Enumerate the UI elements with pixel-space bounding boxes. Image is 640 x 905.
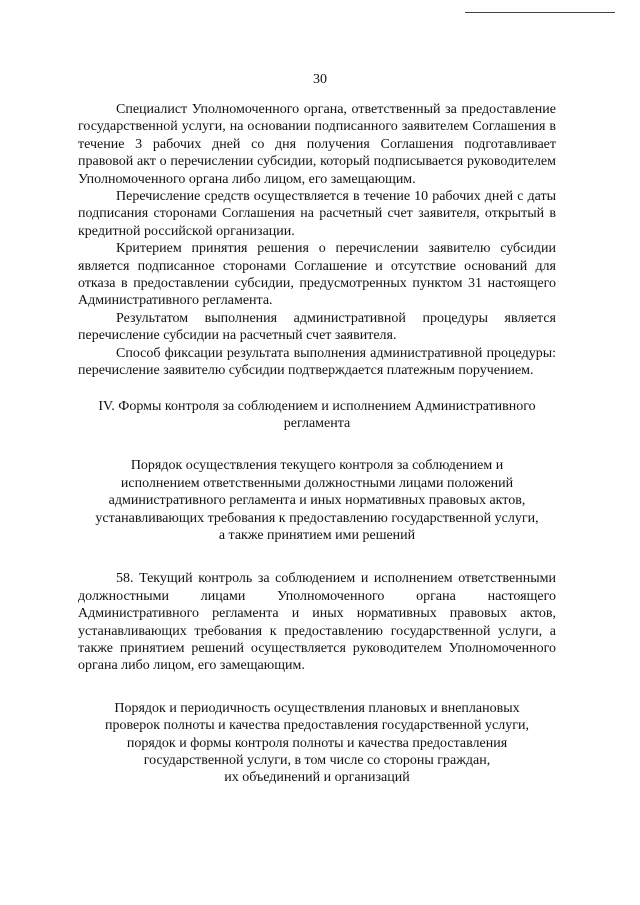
top-rule bbox=[465, 12, 615, 13]
subheading-inspections-line5: их объединений и организаций bbox=[224, 770, 410, 786]
paragraph-fixation: Способ фиксации результата выполнения административной процедуры: перечисление заявителю субсидии подтверждается платежным поручением. bbox=[78, 345, 556, 379]
paragraph-specialist: Специалист Уполномоченного органа, ответственный за предоставление государственной услуги, на основании подписанного заявителем Соглашения в течение 3 рабочих дней со дня получения Соглашения подготавливает правовой акт о перечислении субсидии, который подписывается руководителем Уполномоченного органа либо лицом, его замещающим. bbox=[78, 102, 556, 187]
paragraph-criterion: Критерием принятия решения о перечислении заявителю субсидии является подписанное сторонами Соглашение и отсутствие оснований для отказа в предоставлении субсидии, предусмотренных пунктом 31 настоящего Административного регламента. bbox=[78, 241, 556, 309]
document-body bbox=[78, 101, 556, 787]
subheading-current-control-line2: исполнением ответственными должностными лицами положений bbox=[120, 475, 514, 491]
subheading-current-control-line4: устанавливающих требования к предоставлению государственной услуги, bbox=[95, 510, 539, 526]
section-heading-line1: IV. Формы контроля за соблюдением и исполнением Административного bbox=[98, 398, 536, 414]
subheading-inspections-line2: проверок полноты и качества предоставления государственной услуги, bbox=[105, 718, 529, 734]
subheading-current-control-line3: административного регламента и иных нормативных правовых актов, bbox=[108, 493, 526, 509]
section-heading-line2: регламента bbox=[283, 415, 351, 431]
paragraph-result: Результатом выполнения административной процедуры является перечисление субсидии на расчетный счет заявителя. bbox=[78, 310, 556, 344]
subheading-inspections-line1: Порядок и периодичность осуществления плановых и внеплановых bbox=[114, 700, 520, 716]
subheading-inspections bbox=[78, 700, 556, 787]
subheading-inspections-line3: порядок и формы контроля полноты и качества предоставления bbox=[126, 735, 508, 751]
paragraph-58: 58. Текущий контроль за соблюдением и исполнением ответственными должностными лицами Уполномоченного органа настоящего Административного регламента и иных нормативных правовых актов, устанавливающих требования к предоставлению государственной услуги, а также принятием решений осуществляется руководителем Уполномоченного органа либо лицом, его замещающим. bbox=[78, 571, 556, 674]
page-number: 30 bbox=[313, 72, 327, 87]
subheading-current-control bbox=[78, 457, 556, 544]
subheading-current-control-line1: Порядок осуществления текущего контроля за соблюдением и bbox=[130, 458, 504, 474]
section-heading bbox=[78, 398, 556, 433]
subheading-current-control-line5: а также принятием ими решений bbox=[218, 527, 416, 543]
paragraph-transfer: Перечисление средств осуществляется в течение 10 рабочих дней с даты подписания сторонами Соглашения на расчетный счет заявителя, открытый в кредитной российской организации. bbox=[78, 189, 556, 239]
subheading-inspections-line4: государственной услуги, в том числе со стороны граждан, bbox=[143, 753, 491, 768]
